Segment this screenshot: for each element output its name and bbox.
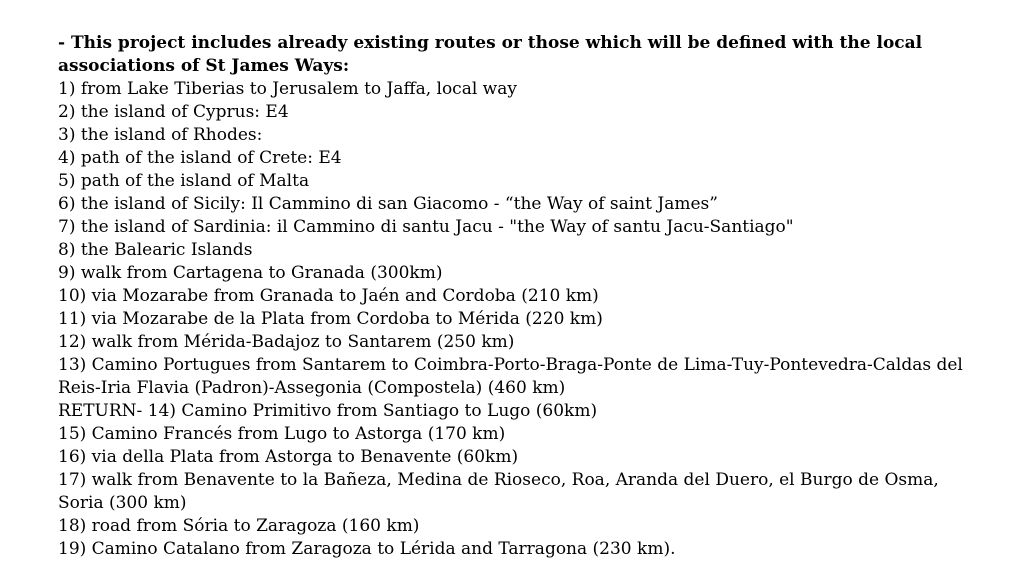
route-item-13: 13) Camino Portugues from Santarem to Coimbra-Porto-Braga-Ponte de Lima-Tuy-Pontevedra-Caldas del Reis-Iria Flavia (Padron)-Assegonia (Compostela) (460 km): [58, 355, 963, 398]
route-item-15: 15) Camino Francés from Lugo to Astorga (170 km): [58, 424, 506, 444]
route-item-5: 5) path of the island of Malta: [58, 171, 310, 191]
route-list: [58, 78, 978, 561]
route-item-17: 17) walk from Benavente to la Bañeza, Medina de Rioseco, Roa, Aranda del Duero, el Burgo de Osma, Soria (300 km): [58, 470, 939, 513]
route-item-4: 4) path of the island of Crete: E4: [58, 148, 342, 168]
slide-text-body: [58, 32, 978, 561]
intro-paragraph: - This project includes already existing routes or those which will be defined with the local associations of St James Ways:: [58, 33, 923, 76]
route-item-3: 3) the island of Rhodes:: [58, 125, 263, 145]
route-item-18: 18) road from Sória to Zaragoza (160 km): [58, 516, 420, 536]
route-item-2: 2) the island of Cyprus: E4: [58, 102, 289, 122]
route-item-19: 19) Camino Catalano from Zaragoza to Lérida and Tarragona (230 km).: [58, 539, 676, 559]
route-item-8: 8) the Balearic Islands: [58, 240, 253, 260]
route-item-11: 11) via Mozarabe de la Plata from Cordoba to Mérida (220 km): [58, 309, 603, 329]
route-item-9: 9) walk from Cartagena to Granada (300km): [58, 263, 443, 283]
route-item-7: 7) the island of Sardinia: il Cammino di santu Jacu - "the Way of santu Jacu-Santiago": [58, 217, 794, 237]
route-item-10: 10) via Mozarabe from Granada to Jaén and Cordoba (210 km): [58, 286, 599, 306]
route-item-1: 1) from Lake Tiberias to Jerusalem to Jaffa, local way: [58, 79, 517, 99]
route-item-16: 16) via della Plata from Astorga to Benavente (60km): [58, 447, 519, 467]
route-item-12: 12) walk from Mérida-Badajoz to Santarem (250 km): [58, 332, 515, 352]
route-item-6: 6) the island of Sicily: Il Cammino di san Giacomo - “the Way of saint James”: [58, 194, 718, 214]
route-item-14-return: RETURN- 14) Camino Primitivo from Santiago to Lugo (60km): [58, 401, 598, 421]
